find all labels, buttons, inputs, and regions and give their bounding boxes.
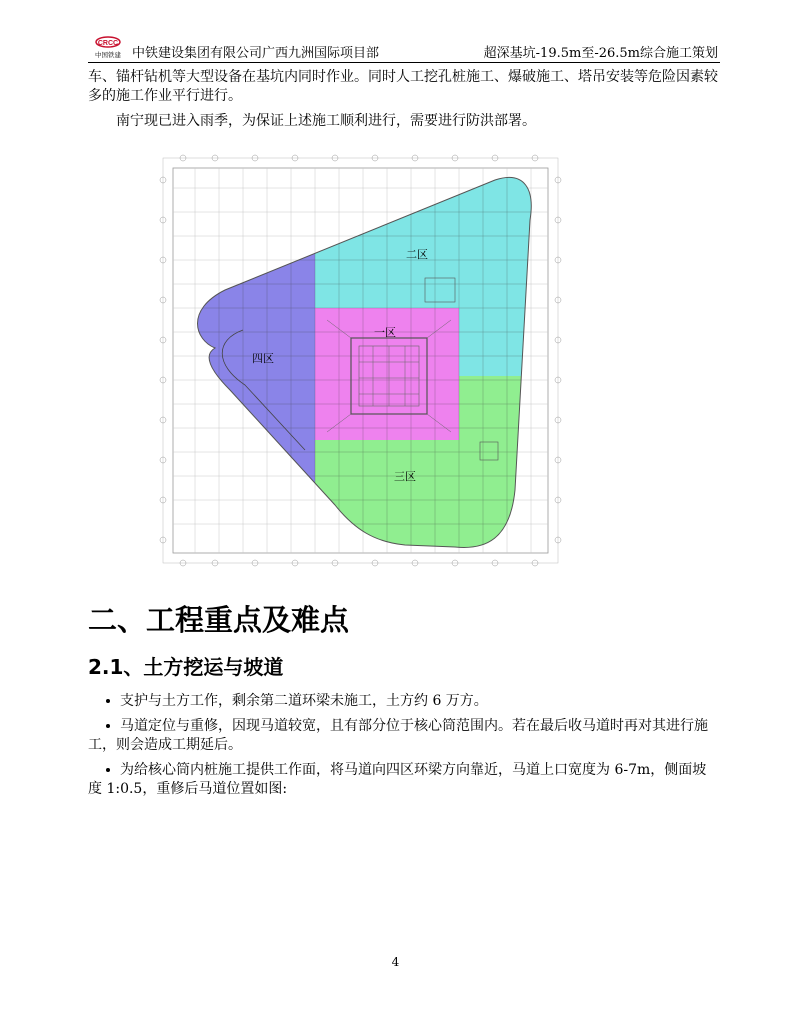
- bullet-icon: [106, 768, 110, 772]
- section-title: 二、工程重点及难点: [88, 603, 350, 637]
- rain-season-paragraph: 南宁现已进入雨季，为保证上述施工顺利进行，需要进行防洪部署。: [116, 113, 536, 129]
- list-item: 为给核心筒内桩施工提供工作面，将马道向四区环梁方向靠近，马道上口宽度为 6-7m，侧面坡度 1:0.5，重修后马道位置如图:: [88, 762, 707, 797]
- zone-label-4: 四区: [252, 352, 274, 365]
- svg-text:CRCC: CRCC: [97, 40, 119, 47]
- crcc-logo: [88, 36, 128, 60]
- bullet-icon: [106, 699, 110, 703]
- zone-label-3: 三区: [394, 470, 416, 483]
- company-name: 中铁建设集团有限公司广西九洲国际项目部: [132, 46, 380, 61]
- zone-2-area-right: [459, 308, 545, 376]
- zone-label-1: 一区: [374, 326, 396, 339]
- header-divider: [88, 62, 720, 63]
- bullet-icon: [106, 724, 110, 728]
- bullet-list: [88, 692, 720, 805]
- intro-paragraph: 车、锚杆钻机等大型设备在基坑内同时作业。同时人工挖孔桩施工、爆破施工、塔吊安装等危险因素较多的施工作业平行进行。: [88, 69, 718, 104]
- list-item: 马道定位与重修，因现马道较宽，且有部分位于核心筒范围内。若在最后收马道时再对其进行施工，则会造成工期延后。: [88, 718, 708, 753]
- zone-3-area-right: [459, 376, 545, 440]
- subsection-title: 2.1、土方挖运与坡道: [88, 655, 284, 679]
- site-zone-plan: [155, 150, 565, 575]
- svg-text:中国铁建: 中国铁建: [95, 51, 121, 59]
- page-number: 4: [391, 955, 400, 969]
- page-header: [88, 36, 718, 62]
- zone-label-2: 二区: [406, 248, 428, 261]
- list-item: 支护与土方工作，剩余第二道环梁未施工，土方约 6 万方。: [88, 692, 720, 711]
- zone-2-area: [315, 168, 545, 308]
- zone-4-area: [173, 250, 315, 550]
- project-title: 超深基坑-19.5m至-26.5m综合施工策划: [483, 46, 718, 61]
